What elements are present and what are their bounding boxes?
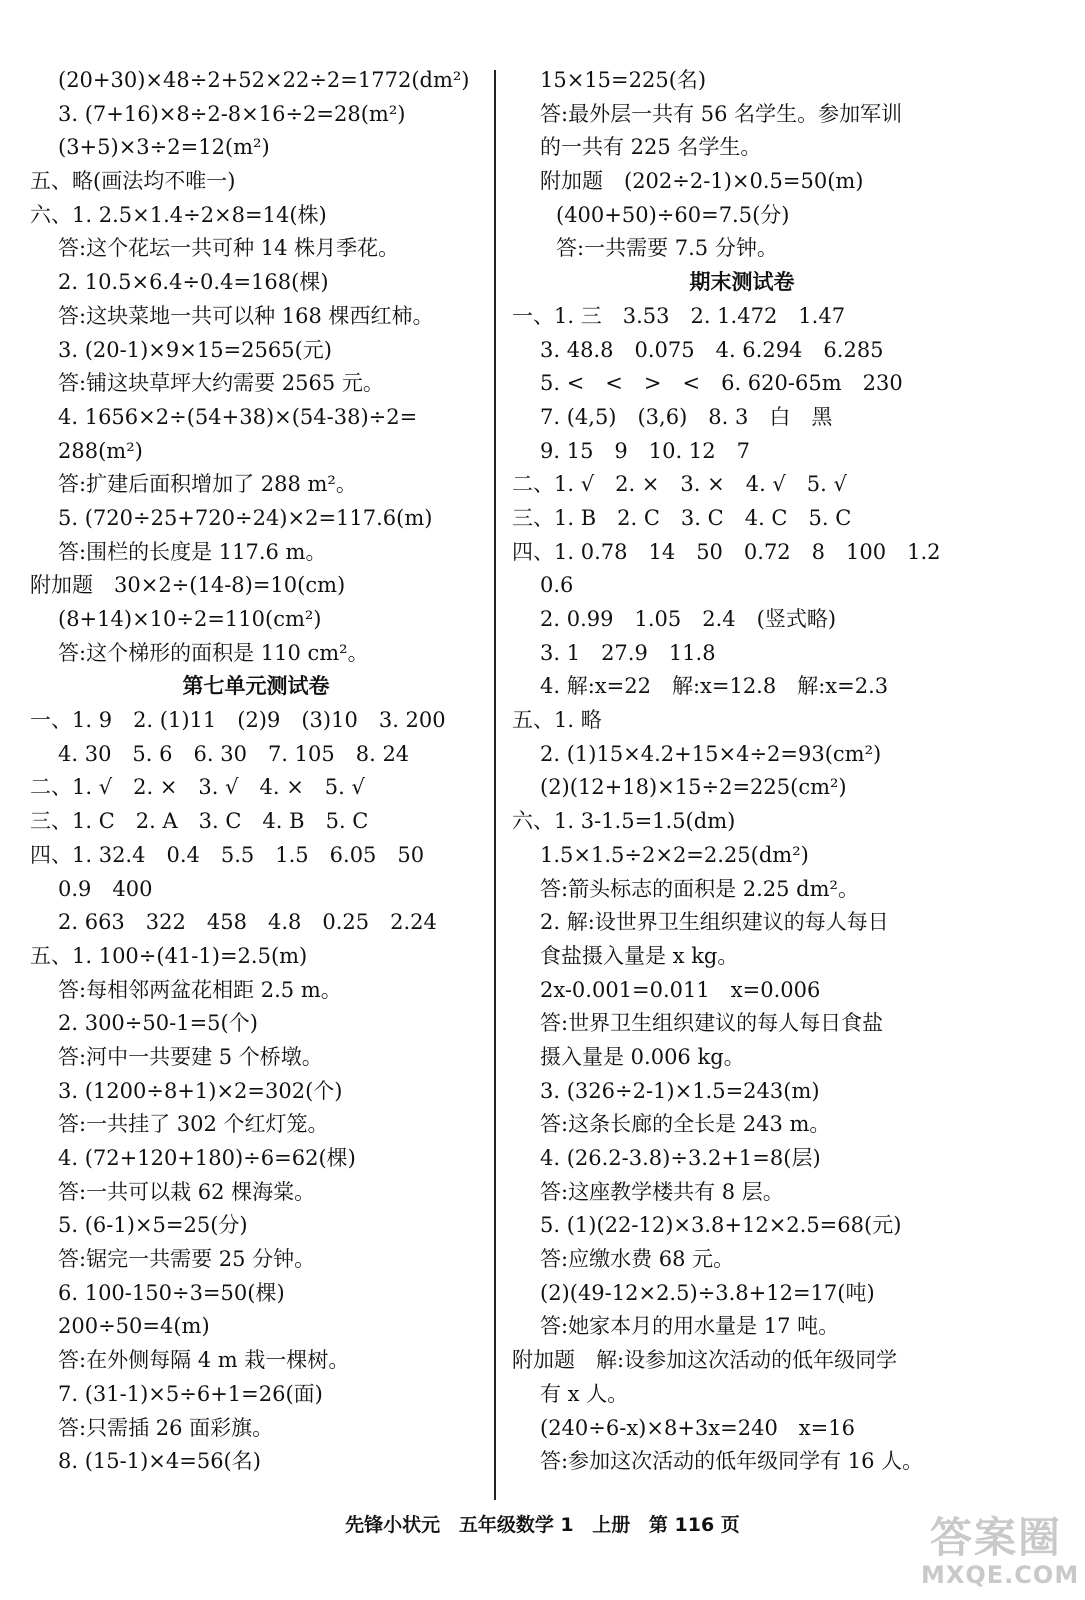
answer-line: 有 x 人。	[540, 1381, 629, 1406]
answer-line: (8+14)×10÷2=110(cm²)	[58, 607, 322, 631]
answer-line: 2. 0.99 1.05 2.4 (竖式略)	[540, 607, 837, 631]
answer-line: 答:参加这次活动的低年级同学有 16 人。	[540, 1449, 924, 1474]
answer-line: 3. (1200÷8+1)×2=302(个)	[58, 1078, 343, 1103]
answer-line: 1.5×1.5÷2×2=2.25(dm²)	[540, 842, 809, 867]
answer-line: 2. 10.5×6.4÷0.4=168(棵)	[58, 270, 329, 295]
answer-line: 六、1. 3-1.5=1.5(dm)	[512, 809, 736, 834]
answer-line: 4. 解:x=22 解:x=12.8 解:x=2.3	[540, 674, 889, 699]
answer-line: 四、1. 32.4 0.4 5.5 1.5 6.05 50	[30, 842, 425, 867]
answer-line: 5. (1)(22-12)×3.8+12×2.5=68(元)	[540, 1213, 902, 1238]
answer-line: 五、略(画法均不唯一)	[30, 169, 236, 194]
answer-line: (20+30)×48÷2+52×22÷2=1772(dm²)	[58, 68, 470, 92]
answer-line: 7. (4,5) (3,6) 8. 3 白 黑	[540, 404, 833, 429]
watermark-url: MXQE.COM	[921, 1561, 1080, 1589]
answer-line: 二、1. √ 2. × 3. × 4. √ 5. √	[512, 472, 847, 497]
answer-line: 五、1. 100÷(41-1)=2.5(m)	[30, 943, 308, 968]
answer-line: 答:世界卫生组织建议的每人每日食盐	[540, 1011, 884, 1036]
answer-line: (2)(12+18)×15÷2=225(cm²)	[540, 775, 847, 800]
answer-line: 答:只需插 26 面彩旗。	[58, 1415, 274, 1440]
answer-line: 答:铺这块草坪大约需要 2565 元。	[58, 371, 384, 396]
answer-line: 答:这个梯形的面积是 110 cm²。	[58, 640, 369, 665]
answer-line: 288(m²)	[58, 438, 143, 463]
answer-line: 附加题 解:设参加这次活动的低年级同学	[512, 1348, 898, 1373]
watermark-text: 答案圈	[929, 1513, 1062, 1562]
answer-line: (3+5)×3÷2=12(m²)	[58, 135, 270, 160]
answer-line: 3. 1 27.9 11.8	[540, 640, 716, 665]
column-divider	[494, 70, 496, 1500]
section-title: 期末测试卷	[689, 270, 795, 295]
left-column	[30, 64, 482, 1479]
section-title: 第七单元测试卷	[182, 674, 330, 699]
answer-line: 二、1. √ 2. × 3. √ 4. × 5. √	[30, 775, 365, 800]
answer-line: 0.9 400	[58, 876, 153, 901]
answer-line: 答:箭头标志的面积是 2.25 dm²。	[540, 876, 859, 901]
answer-line: 答:一共可以栽 62 棵海棠。	[58, 1179, 316, 1204]
answer-line: 答:这个花坛一共可种 14 株月季花。	[58, 236, 400, 261]
footer-page-number: 第 116 页	[648, 1514, 740, 1536]
answer-line: 5. (720÷25+720÷24)×2=117.6(m)	[58, 505, 433, 530]
answer-line: 15×15=225(名)	[540, 68, 707, 92]
answer-line: 5. (6-1)×5=25(分)	[58, 1213, 248, 1238]
answer-line: 答:每相邻两盆花相距 2.5 m。	[58, 977, 342, 1002]
answer-line: 答:锯完一共需要 25 分钟。	[58, 1247, 316, 1272]
answer-line: 答:河中一共要建 5 个桥墩。	[58, 1044, 323, 1069]
answer-line: 答:一共挂了 302 个红灯笼。	[58, 1112, 329, 1137]
answer-line: 一、1. 9 2. (1)11 (2)9 (3)10 3. 200	[30, 708, 446, 733]
answer-line: 4. 30 5. 6 6. 30 7. 105 8. 24	[58, 741, 410, 766]
answer-line: 9. 15 9 10. 12 7	[540, 438, 750, 463]
answer-line: 答:这条长廊的全长是 243 m。	[540, 1112, 831, 1137]
answer-line: 答:在外侧每隔 4 m 栽一棵树。	[58, 1348, 350, 1373]
answer-line: 答:一共需要 7.5 分钟。	[556, 236, 778, 261]
footer-grade: 五年级数学 1	[458, 1514, 574, 1536]
answer-line: 附加题 30×2÷(14-8)=10(cm)	[30, 573, 346, 598]
answer-line: 2. (1)15×4.2+15×4÷2=93(cm²)	[540, 741, 882, 766]
answer-line: 摄入量是 0.006 kg。	[540, 1044, 745, 1069]
answer-line: 三、1. B 2. C 3. C 4. C 5. C	[512, 505, 852, 530]
answer-line: 食盐摄入量是 x kg。	[540, 943, 739, 968]
watermark-logo	[921, 1513, 1080, 1594]
answer-line: 答:扩建后面积增加了 288 m²。	[58, 472, 357, 497]
answer-line: 三、1. C 2. A 3. C 4. B 5. C	[30, 809, 369, 834]
answer-line: 五、1. 略	[512, 708, 602, 733]
answer-line: 的一共有 225 名学生。	[540, 135, 762, 160]
answer-line: 0.6	[540, 573, 574, 598]
answer-line: 附加题 (202÷2-1)×0.5=50(m)	[540, 169, 864, 194]
answer-line: 答:这座教学楼共有 8 层。	[540, 1179, 784, 1204]
answer-line: 2. 解:设世界卫生组织建议的每人每日	[540, 910, 889, 935]
answer-line: 200÷50=4(m)	[58, 1314, 210, 1339]
answer-line: 六、1. 2.5×1.4÷2×8=14(株)	[30, 202, 327, 227]
footer-volume: 上册	[592, 1514, 631, 1536]
answer-line: 3. (7+16)×8÷2-8×16÷2=28(m²)	[58, 101, 406, 126]
right-column	[512, 64, 972, 1479]
answer-line: 4. (26.2-3.8)÷3.2+1=8(层)	[540, 1146, 821, 1170]
answer-line: 答:这块菜地一共可以种 168 棵西红柿。	[58, 303, 434, 328]
answer-line: 5. < < > < 6. 620-65m 230	[540, 371, 903, 396]
answer-line: 4. 1656×2÷(54+38)×(54-38)÷2=	[58, 404, 418, 429]
footer-brand: 先锋小状元	[345, 1514, 441, 1536]
answer-line: 2x-0.001=0.011 x=0.006	[540, 977, 821, 1002]
answer-line: (2)(49-12×2.5)÷3.8+12=17(吨)	[540, 1280, 875, 1305]
answer-line: 2. 663 322 458 4.8 0.25 2.24	[58, 910, 437, 935]
answer-line: 四、1. 0.78 14 50 0.72 8 100 1.2	[512, 539, 941, 564]
answer-line: 6. 100-150÷3=50(棵)	[58, 1280, 285, 1305]
answer-line: 答:她家本月的用水量是 17 吨。	[540, 1314, 840, 1339]
answer-line: (400+50)÷60=7.5(分)	[556, 202, 790, 227]
answer-line: 答:应缴水费 68 元。	[540, 1247, 735, 1272]
answer-line: 3. (326÷2-1)×1.5=243(m)	[540, 1078, 820, 1103]
answer-line: 一、1. 三 3.53 2. 1.472 1.47	[512, 303, 846, 328]
answer-line: 3. (20-1)×9×15=2565(元)	[58, 337, 332, 362]
answer-line: 答:围栏的长度是 117.6 m。	[58, 539, 327, 564]
answer-line: 3. 48.8 0.075 4. 6.294 6.285	[540, 337, 884, 362]
answer-line: 4. (72+120+180)÷6=62(棵)	[58, 1146, 356, 1170]
answer-line: (240÷6-x)×8+3x=240 x=16	[540, 1415, 855, 1440]
answer-line: 7. (31-1)×5÷6+1=26(面)	[58, 1381, 323, 1406]
answer-line: 2. 300÷50-1=5(个)	[58, 1011, 258, 1036]
answer-line: 8. (15-1)×4=56(名)	[58, 1449, 261, 1474]
answer-line: 答:最外层一共有 56 名学生。参加军训	[540, 101, 903, 126]
